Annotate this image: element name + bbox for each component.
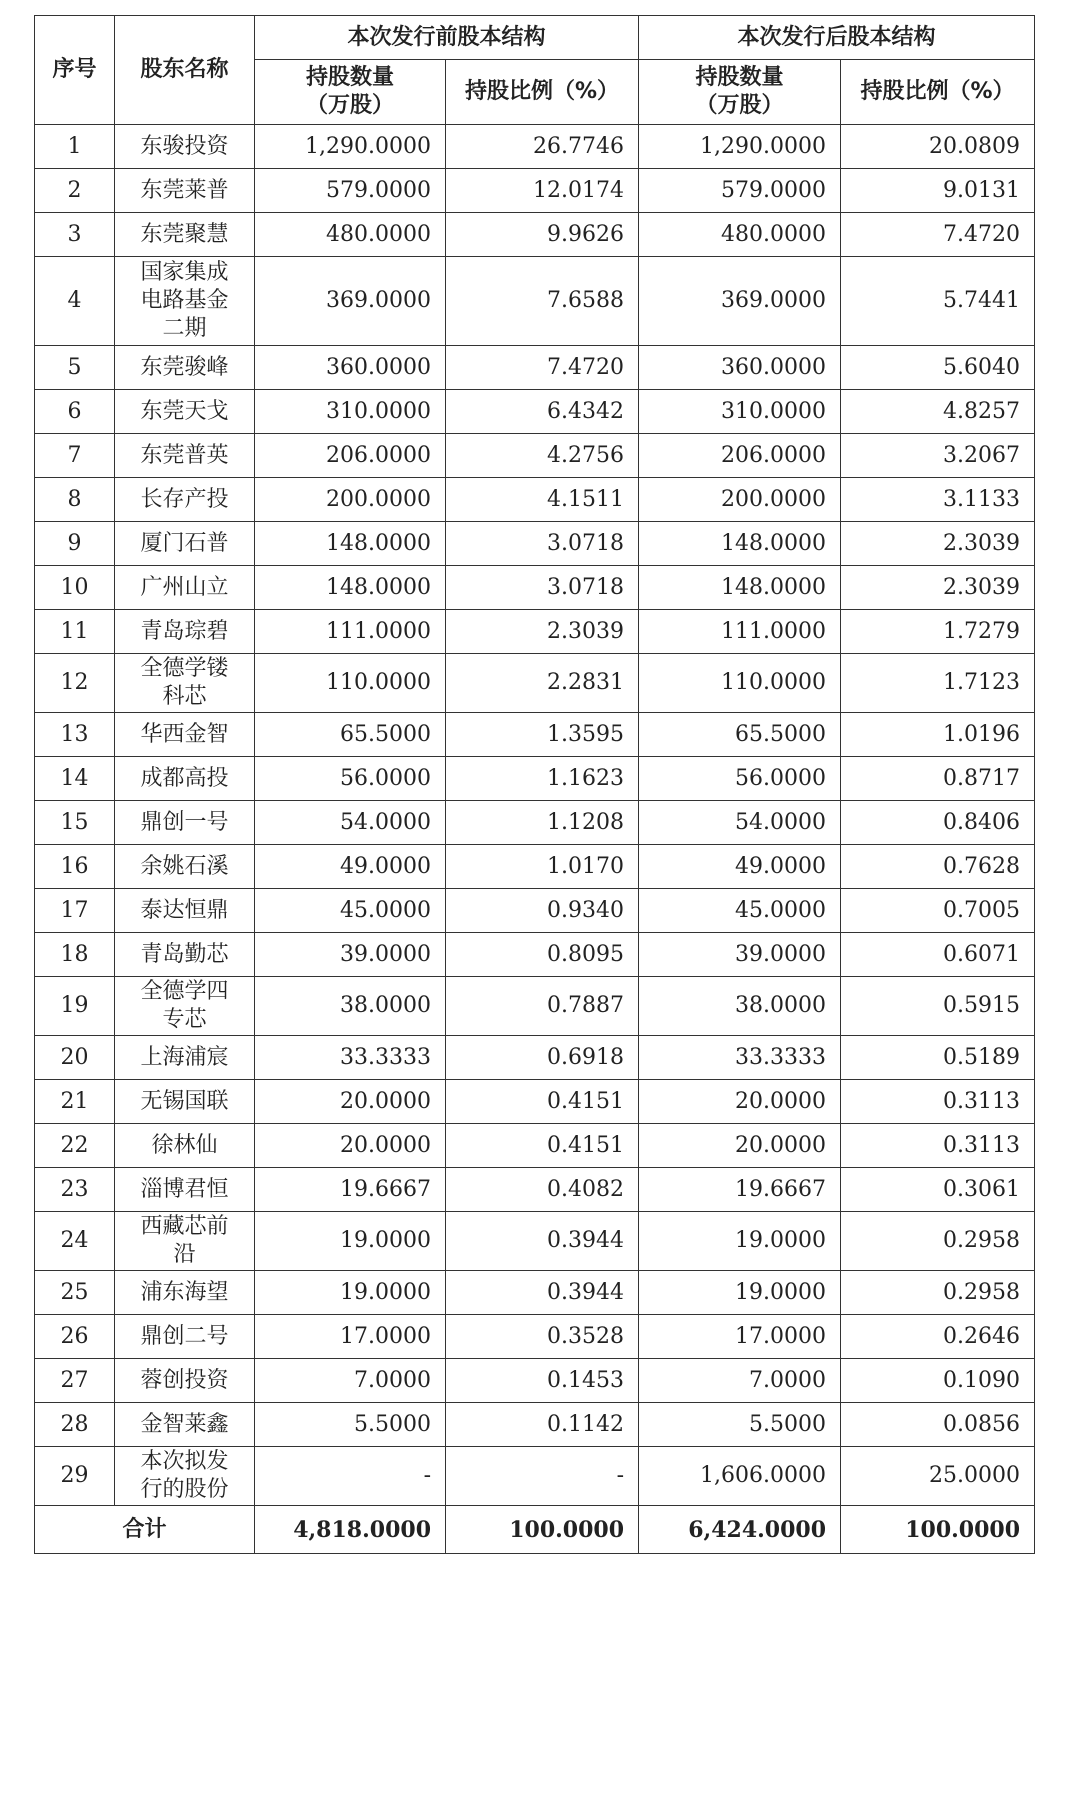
table-row [35,713,1035,757]
ratio-before-cell: 1.1623 [446,757,639,801]
ratio-before-cell: 0.3944 [446,1212,639,1271]
ratio-before-cell: 3.0718 [446,566,639,610]
total-shares-before: 4,818.0000 [255,1506,446,1554]
seq-cell: 19 [35,977,115,1036]
shareholder-name-cell: 泰达恒鼎 [115,889,255,933]
table-row [35,1359,1035,1403]
shares-after-cell: 148.0000 [639,566,841,610]
shares-before-cell: 38.0000 [255,977,446,1036]
ratio-after-cell: 0.3113 [841,1080,1035,1124]
shares-after-cell: 360.0000 [639,346,841,390]
seq-cell: 26 [35,1315,115,1359]
total-ratio-before: 100.0000 [446,1506,639,1554]
shareholder-name-cell: 上海浦宸 [115,1036,255,1080]
table-row [35,654,1035,713]
ratio-before-cell: 4.2756 [446,434,639,478]
shares-after-cell: 206.0000 [639,434,841,478]
ratio-before-cell: 2.2831 [446,654,639,713]
shares-after-cell: 45.0000 [639,889,841,933]
total-ratio-after: 100.0000 [841,1506,1035,1554]
shareholder-name-cell: 东骏投资 [115,125,255,169]
table-row [35,610,1035,654]
ratio-after-cell: 25.0000 [841,1447,1035,1506]
table-row [35,1036,1035,1080]
ratio-after-cell: 0.6071 [841,933,1035,977]
ratio-before-cell: 1.1208 [446,801,639,845]
shares-before-cell: 17.0000 [255,1315,446,1359]
ratio-after-cell: 2.3039 [841,566,1035,610]
table-row [35,757,1035,801]
header-after-issuance: 本次发行后股本结构 [639,16,1035,60]
table-row [35,566,1035,610]
table-body [35,125,1035,1506]
shares-before-cell: 148.0000 [255,522,446,566]
shares-before-cell: 33.3333 [255,1036,446,1080]
ratio-after-cell: 20.0809 [841,125,1035,169]
shares-after-cell: 19.0000 [639,1212,841,1271]
ratio-after-cell: 0.8717 [841,757,1035,801]
shares-after-cell: 200.0000 [639,478,841,522]
ratio-after-cell: 9.0131 [841,169,1035,213]
ratio-after-cell: 0.5915 [841,977,1035,1036]
shares-before-cell: 56.0000 [255,757,446,801]
total-label: 合计 [35,1506,255,1554]
ratio-before-cell: 0.4151 [446,1124,639,1168]
seq-cell: 7 [35,434,115,478]
shareholder-name-cell: 青岛琮碧 [115,610,255,654]
ratio-after-cell: 5.7441 [841,257,1035,346]
seq-cell: 25 [35,1271,115,1315]
table-row [35,1080,1035,1124]
seq-cell: 3 [35,213,115,257]
shares-before-cell: 19.6667 [255,1168,446,1212]
shares-after-cell: 148.0000 [639,522,841,566]
shares-before-cell: 310.0000 [255,390,446,434]
ratio-before-cell: 0.4082 [446,1168,639,1212]
shares-after-cell: 56.0000 [639,757,841,801]
shares-after-cell: 39.0000 [639,933,841,977]
shares-before-cell: 7.0000 [255,1359,446,1403]
seq-cell: 28 [35,1403,115,1447]
shares-after-cell: 17.0000 [639,1315,841,1359]
table-row [35,434,1035,478]
shares-before-cell: 39.0000 [255,933,446,977]
table-row [35,933,1035,977]
shareholder-name-cell: 金智莱鑫 [115,1403,255,1447]
ratio-before-cell: 0.3944 [446,1271,639,1315]
ratio-before-cell: 0.1142 [446,1403,639,1447]
shares-before-cell: 19.0000 [255,1271,446,1315]
ratio-after-cell: 0.7628 [841,845,1035,889]
shares-before-cell: 65.5000 [255,713,446,757]
shareholding-table [34,15,1035,1554]
ratio-before-cell: 2.3039 [446,610,639,654]
shares-after-cell: 310.0000 [639,390,841,434]
shareholder-name-cell: 广州山立 [115,566,255,610]
seq-cell: 29 [35,1447,115,1506]
table-row [35,801,1035,845]
ratio-after-cell: 0.3061 [841,1168,1035,1212]
seq-cell: 11 [35,610,115,654]
ratio-after-cell: 0.0856 [841,1403,1035,1447]
ratio-before-cell: 0.6918 [446,1036,639,1080]
shareholder-name-cell: 国家集成 电路基金 二期 [115,257,255,346]
shares-before-cell: 49.0000 [255,845,446,889]
ratio-after-cell: 4.8257 [841,390,1035,434]
ratio-after-cell: 0.8406 [841,801,1035,845]
table-row [35,346,1035,390]
shares-after-cell: 110.0000 [639,654,841,713]
seq-cell: 14 [35,757,115,801]
shareholder-name-cell: 东莞聚慧 [115,213,255,257]
table-row [35,1212,1035,1271]
shares-after-cell: 49.0000 [639,845,841,889]
shares-after-cell: 19.0000 [639,1271,841,1315]
header-shares-after: 持股数量 （万股） [639,60,841,125]
seq-cell: 10 [35,566,115,610]
shares-after-cell: 54.0000 [639,801,841,845]
shareholder-name-cell: 西藏芯前 沿 [115,1212,255,1271]
shares-after-cell: 480.0000 [639,213,841,257]
ratio-before-cell: 3.0718 [446,522,639,566]
seq-cell: 6 [35,390,115,434]
table-row [35,478,1035,522]
ratio-before-cell: 6.4342 [446,390,639,434]
ratio-before-cell: 1.3595 [446,713,639,757]
seq-cell: 27 [35,1359,115,1403]
header-ratio-before: 持股比例（%） [446,60,639,125]
seq-cell: 22 [35,1124,115,1168]
table-row [35,1271,1035,1315]
shareholder-name-cell: 全德学四 专芯 [115,977,255,1036]
ratio-before-cell: 0.9340 [446,889,639,933]
shareholder-name-cell: 全德学镂 科芯 [115,654,255,713]
ratio-after-cell: 0.2958 [841,1271,1035,1315]
ratio-after-cell: 1.7279 [841,610,1035,654]
shares-before-cell: 480.0000 [255,213,446,257]
shares-after-cell: 579.0000 [639,169,841,213]
shares-before-cell: 360.0000 [255,346,446,390]
shares-before-cell: - [255,1447,446,1506]
shareholder-name-cell: 长存产投 [115,478,255,522]
ratio-before-cell: 1.0170 [446,845,639,889]
table-row [35,845,1035,889]
ratio-after-cell: 0.5189 [841,1036,1035,1080]
shares-before-cell: 206.0000 [255,434,446,478]
shares-after-cell: 111.0000 [639,610,841,654]
table-row [35,213,1035,257]
header-shareholder-name: 股东名称 [115,16,255,125]
shares-before-cell: 45.0000 [255,889,446,933]
ratio-after-cell: 2.3039 [841,522,1035,566]
ratio-before-cell: 7.6588 [446,257,639,346]
shares-after-cell: 19.6667 [639,1168,841,1212]
shares-after-cell: 20.0000 [639,1124,841,1168]
ratio-before-cell: 0.1453 [446,1359,639,1403]
ratio-after-cell: 0.7005 [841,889,1035,933]
shares-before-cell: 20.0000 [255,1080,446,1124]
table-row [35,1403,1035,1447]
shares-before-cell: 1,290.0000 [255,125,446,169]
shareholder-name-cell: 东莞骏峰 [115,346,255,390]
table-row [35,125,1035,169]
seq-cell: 21 [35,1080,115,1124]
shareholder-name-cell: 徐林仙 [115,1124,255,1168]
table-row [35,1124,1035,1168]
seq-cell: 18 [35,933,115,977]
ratio-before-cell: 26.7746 [446,125,639,169]
shares-before-cell: 54.0000 [255,801,446,845]
ratio-after-cell: 3.1133 [841,478,1035,522]
shareholder-name-cell: 淄博君恒 [115,1168,255,1212]
ratio-before-cell: 12.0174 [446,169,639,213]
seq-cell: 13 [35,713,115,757]
table-row [35,1447,1035,1506]
ratio-before-cell: 7.4720 [446,346,639,390]
seq-cell: 12 [35,654,115,713]
seq-cell: 5 [35,346,115,390]
shares-before-cell: 110.0000 [255,654,446,713]
shares-before-cell: 148.0000 [255,566,446,610]
ratio-after-cell: 0.2958 [841,1212,1035,1271]
shareholder-name-cell: 无锡国联 [115,1080,255,1124]
shares-after-cell: 5.5000 [639,1403,841,1447]
total-row [35,1506,1035,1554]
ratio-before-cell: 0.7887 [446,977,639,1036]
seq-cell: 15 [35,801,115,845]
table-row [35,257,1035,346]
shares-before-cell: 369.0000 [255,257,446,346]
ratio-after-cell: 5.6040 [841,346,1035,390]
seq-cell: 23 [35,1168,115,1212]
seq-cell: 8 [35,478,115,522]
ratio-before-cell: - [446,1447,639,1506]
header-ratio-after: 持股比例（%） [841,60,1035,125]
ratio-after-cell: 3.2067 [841,434,1035,478]
shares-after-cell: 33.3333 [639,1036,841,1080]
shareholder-name-cell: 鼎创一号 [115,801,255,845]
header-seq: 序号 [35,16,115,125]
ratio-before-cell: 4.1511 [446,478,639,522]
ratio-after-cell: 7.4720 [841,213,1035,257]
seq-cell: 2 [35,169,115,213]
shares-after-cell: 38.0000 [639,977,841,1036]
ratio-after-cell: 0.2646 [841,1315,1035,1359]
shareholder-name-cell: 华西金智 [115,713,255,757]
seq-cell: 9 [35,522,115,566]
shares-before-cell: 5.5000 [255,1403,446,1447]
shareholder-name-cell: 成都高投 [115,757,255,801]
seq-cell: 1 [35,125,115,169]
shares-after-cell: 65.5000 [639,713,841,757]
shares-before-cell: 111.0000 [255,610,446,654]
ratio-before-cell: 0.4151 [446,1080,639,1124]
table-row [35,522,1035,566]
shareholder-name-cell: 东莞天戈 [115,390,255,434]
ratio-after-cell: 1.7123 [841,654,1035,713]
shares-after-cell: 1,606.0000 [639,1447,841,1506]
shareholder-name-cell: 青岛勤芯 [115,933,255,977]
shareholder-name-cell: 余姚石溪 [115,845,255,889]
table-row [35,977,1035,1036]
table-row [35,889,1035,933]
shareholder-name-cell: 浦东海望 [115,1271,255,1315]
shares-after-cell: 1,290.0000 [639,125,841,169]
ratio-before-cell: 0.8095 [446,933,639,977]
seq-cell: 17 [35,889,115,933]
ratio-after-cell: 1.0196 [841,713,1035,757]
shareholder-name-cell: 鼎创二号 [115,1315,255,1359]
shares-after-cell: 20.0000 [639,1080,841,1124]
shares-before-cell: 20.0000 [255,1124,446,1168]
shares-before-cell: 19.0000 [255,1212,446,1271]
shareholder-name-cell: 蓉创投资 [115,1359,255,1403]
seq-cell: 16 [35,845,115,889]
header-before-issuance: 本次发行前股本结构 [255,16,639,60]
header-shares-before: 持股数量 （万股） [255,60,446,125]
table-row [35,169,1035,213]
shares-before-cell: 579.0000 [255,169,446,213]
shareholder-name-cell: 东莞普英 [115,434,255,478]
seq-cell: 20 [35,1036,115,1080]
ratio-before-cell: 9.9626 [446,213,639,257]
ratio-after-cell: 0.3113 [841,1124,1035,1168]
shareholder-name-cell: 本次拟发 行的股份 [115,1447,255,1506]
shareholder-name-cell: 厦门石普 [115,522,255,566]
total-shares-after: 6,424.0000 [639,1506,841,1554]
seq-cell: 4 [35,257,115,346]
shares-before-cell: 200.0000 [255,478,446,522]
ratio-before-cell: 0.3528 [446,1315,639,1359]
table-row [35,1315,1035,1359]
table-row [35,1168,1035,1212]
table-row [35,390,1035,434]
shareholder-name-cell: 东莞莱普 [115,169,255,213]
seq-cell: 24 [35,1212,115,1271]
shares-after-cell: 369.0000 [639,257,841,346]
shares-after-cell: 7.0000 [639,1359,841,1403]
ratio-after-cell: 0.1090 [841,1359,1035,1403]
